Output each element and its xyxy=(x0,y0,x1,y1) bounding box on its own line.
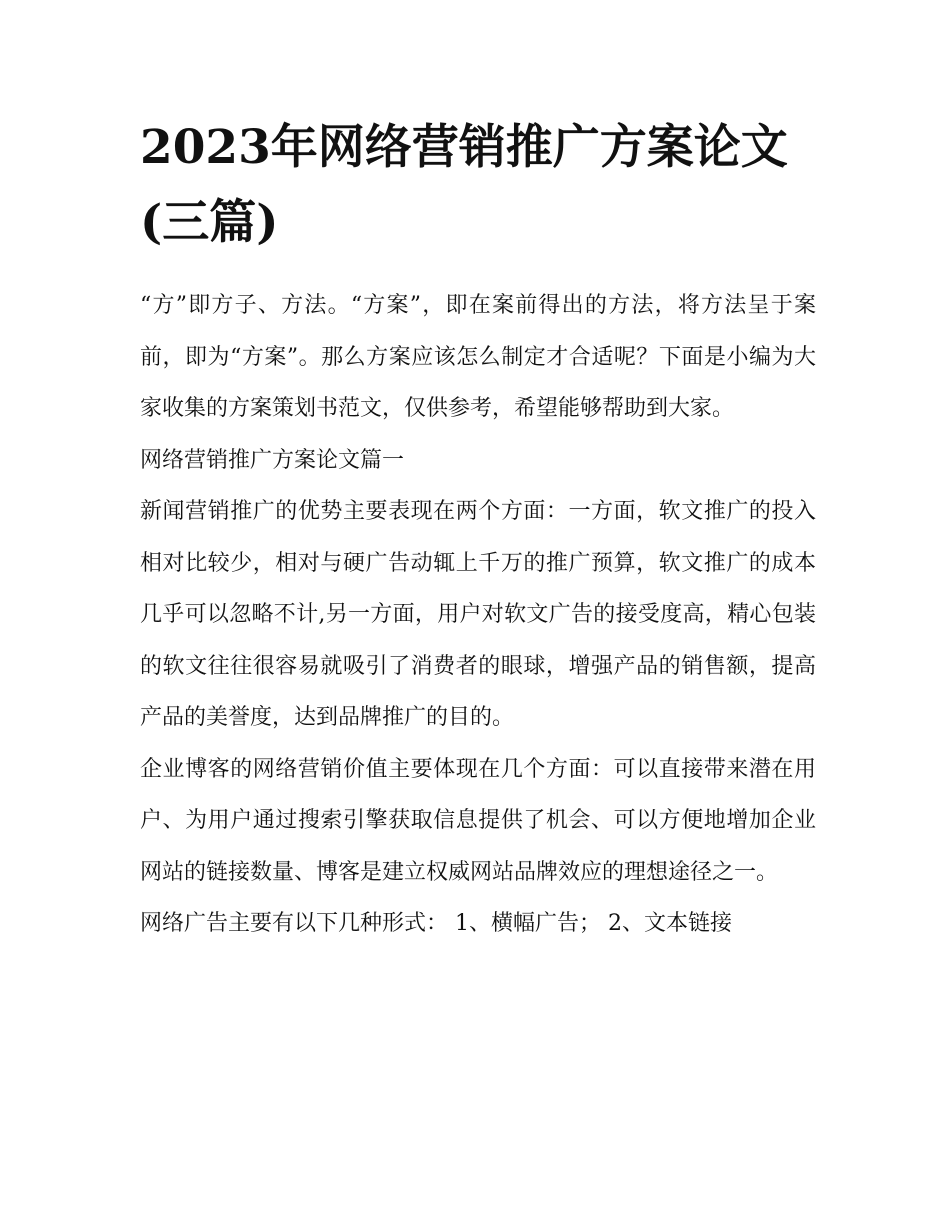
news-marketing-paragraph: 新闻营销推广的优势主要表现在两个方面：一方面，软文推广的投入相对比较少，相对与硬广告动辄上千万的推广预算，软文推广的成本几乎可以忽略不计,另一方面，用户对软文广告的接受度高，精心包装的软文往往很容易就吸引了消费者的眼球，增强产品的销售额，提高产品的美誉度，达到品牌推广的目的。 xyxy=(140,499,816,730)
intro-paragraph: “方”即方子、方法。“方案”，即在案前得出的方法，将方法呈于案前，即为“方案”。那么方案应该怎么制定才合适呢？下面是小编为大家收集的方案策划书范文，仅供参考，希望能够帮助到大家。 xyxy=(140,293,816,421)
document-title: 2023年网络营销推广方案论文(三篇) xyxy=(140,120,788,250)
blog-marketing-paragraph: 企业博客的网络营销价值主要体现在几个方面：可以直接带来潜在用户、为用户通过搜索引擎获取信息提供了机会、可以方便地增加企业网站的链接数量、博客是建立权威网站品牌效应的理想途径之一。 xyxy=(140,756,816,885)
document-page xyxy=(140,110,816,950)
section-heading: 网络营销推广方案论文篇一 xyxy=(140,447,405,473)
web-ads-paragraph: 网络广告主要有以下几种形式： 1、横幅广告； 2、文本链接 xyxy=(140,911,732,936)
